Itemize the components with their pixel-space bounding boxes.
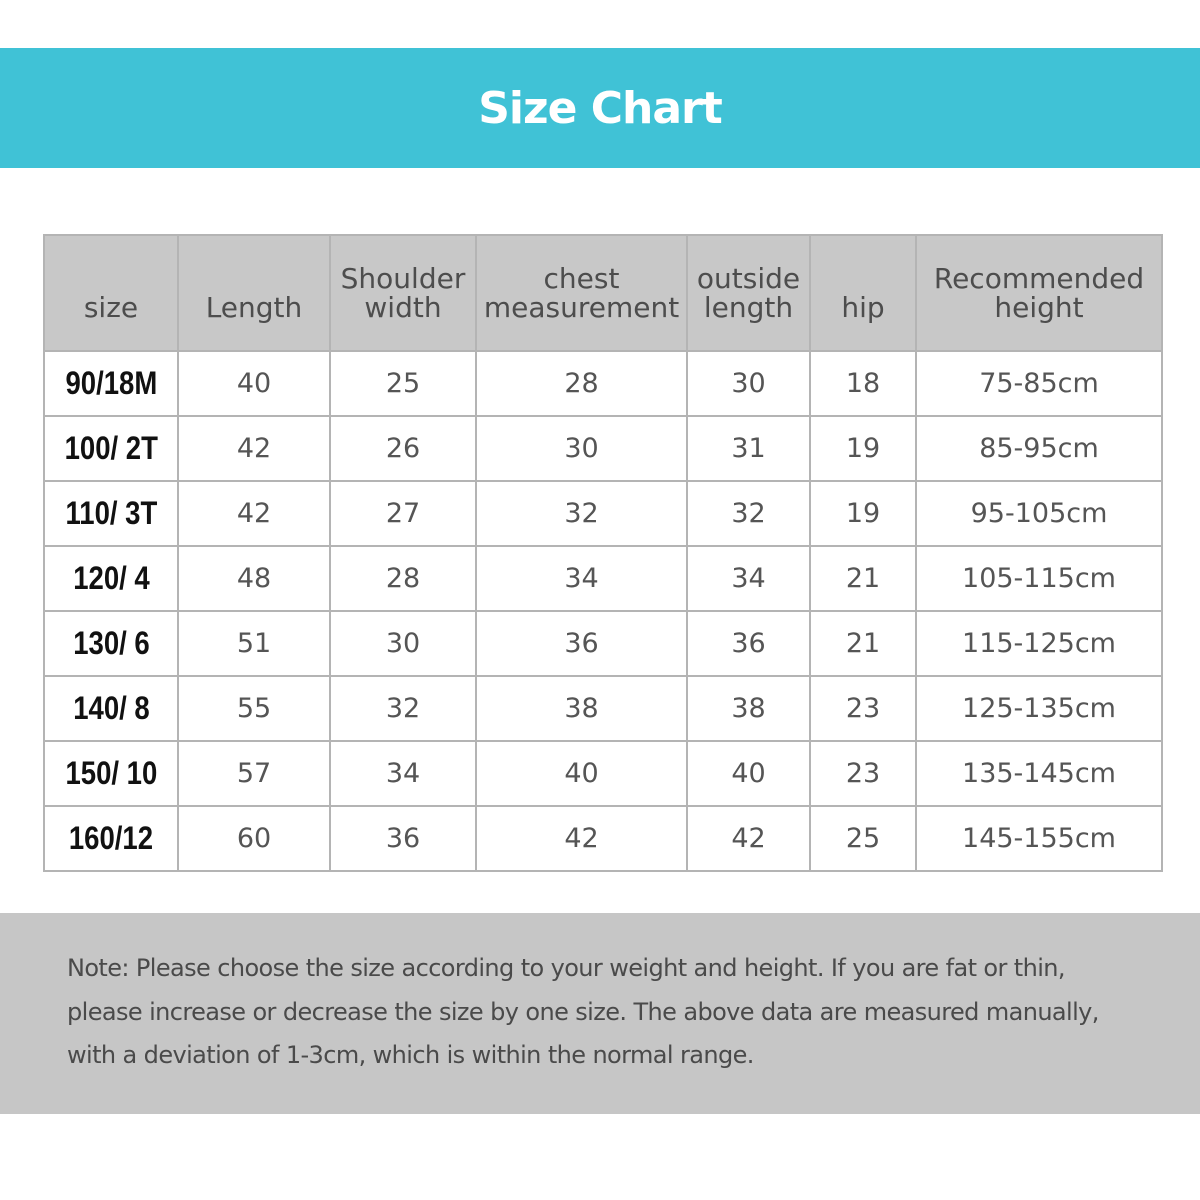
- cell-hip: 25: [810, 806, 916, 871]
- header-recommended-height: Recommended height: [916, 235, 1162, 351]
- cell-size: [44, 676, 178, 741]
- cell-length: 51: [178, 611, 330, 676]
- cell-chest-measurement: 40: [476, 741, 687, 806]
- size-label: 130/ 6: [72, 625, 150, 661]
- size-label: 110/ 3T: [65, 495, 157, 531]
- cell-hip: 19: [810, 416, 916, 481]
- table-row: [44, 676, 1162, 741]
- cell-outside-length: 30: [687, 351, 810, 416]
- size-label: 140/ 8: [72, 690, 150, 726]
- cell-shoulder-width: 27: [330, 481, 476, 546]
- cell-recommended-height: 125-135cm: [916, 676, 1162, 741]
- header-hip: hip: [810, 235, 916, 351]
- cell-shoulder-width: 32: [330, 676, 476, 741]
- cell-length: 48: [178, 546, 330, 611]
- table-row: [44, 741, 1162, 806]
- cell-length: 42: [178, 416, 330, 481]
- header-length: Length: [178, 235, 330, 351]
- size-label: 150/ 10: [65, 755, 157, 791]
- cell-length: 40: [178, 351, 330, 416]
- cell-recommended-height: 75-85cm: [916, 351, 1162, 416]
- cell-outside-length: 42: [687, 806, 810, 871]
- cell-chest-measurement: 30: [476, 416, 687, 481]
- cell-shoulder-width: 36: [330, 806, 476, 871]
- note-panel: [0, 913, 1200, 1114]
- cell-length: 42: [178, 481, 330, 546]
- cell-hip: 23: [810, 741, 916, 806]
- cell-length: 57: [178, 741, 330, 806]
- cell-recommended-height: 145-155cm: [916, 806, 1162, 871]
- table-row: [44, 416, 1162, 481]
- cell-chest-measurement: 36: [476, 611, 687, 676]
- cell-shoulder-width: 28: [330, 546, 476, 611]
- size-label: 160/12: [68, 820, 154, 856]
- cell-outside-length: 38: [687, 676, 810, 741]
- cell-hip: 18: [810, 351, 916, 416]
- header-chest-measurement: chest measurement: [476, 235, 687, 351]
- size-label: 100/ 2T: [64, 430, 158, 466]
- cell-length: 60: [178, 806, 330, 871]
- cell-outside-length: 31: [687, 416, 810, 481]
- cell-hip: 21: [810, 611, 916, 676]
- table-body: [44, 351, 1162, 871]
- cell-hip: 19: [810, 481, 916, 546]
- table-row: [44, 806, 1162, 871]
- cell-hip: 23: [810, 676, 916, 741]
- cell-recommended-height: 105-115cm: [916, 546, 1162, 611]
- cell-outside-length: 40: [687, 741, 810, 806]
- cell-recommended-height: 95-105cm: [916, 481, 1162, 546]
- header-shoulder-width: Shoulder width: [330, 235, 476, 351]
- cell-recommended-height: 85-95cm: [916, 416, 1162, 481]
- header-row: [44, 235, 1162, 351]
- cell-chest-measurement: 42: [476, 806, 687, 871]
- header-size: size: [44, 235, 178, 351]
- cell-outside-length: 34: [687, 546, 810, 611]
- cell-size: [44, 351, 178, 416]
- cell-hip: 21: [810, 546, 916, 611]
- cell-size: [44, 806, 178, 871]
- cell-outside-length: 36: [687, 611, 810, 676]
- cell-chest-measurement: 38: [476, 676, 687, 741]
- cell-size: [44, 611, 178, 676]
- table-row: [44, 546, 1162, 611]
- size-chart-table: [43, 234, 1163, 872]
- table-row: [44, 611, 1162, 676]
- cell-chest-measurement: 28: [476, 351, 687, 416]
- size-label: 120/ 4: [72, 560, 150, 596]
- cell-chest-measurement: 32: [476, 481, 687, 546]
- cell-recommended-height: 135-145cm: [916, 741, 1162, 806]
- cell-shoulder-width: 30: [330, 611, 476, 676]
- title-banner: [0, 48, 1200, 168]
- cell-recommended-height: 115-125cm: [916, 611, 1162, 676]
- cell-size: [44, 416, 178, 481]
- page-title: Size Chart: [478, 82, 722, 134]
- cell-size: [44, 481, 178, 546]
- cell-chest-measurement: 34: [476, 546, 687, 611]
- table-row: [44, 351, 1162, 416]
- note-text: Note: Please choose the size according to your weight and height. If you are fat or thin, please increase or decrease the size by one size. The above data are measured manually, with a deviation of 1-3cm, which is within the normal range.: [67, 954, 1099, 1069]
- cell-outside-length: 32: [687, 481, 810, 546]
- cell-shoulder-width: 26: [330, 416, 476, 481]
- cell-size: [44, 546, 178, 611]
- size-label: 90/18M: [65, 365, 157, 401]
- header-outside-length: outside length: [687, 235, 810, 351]
- cell-length: 55: [178, 676, 330, 741]
- cell-shoulder-width: 25: [330, 351, 476, 416]
- table-row: [44, 481, 1162, 546]
- cell-shoulder-width: 34: [330, 741, 476, 806]
- cell-size: [44, 741, 178, 806]
